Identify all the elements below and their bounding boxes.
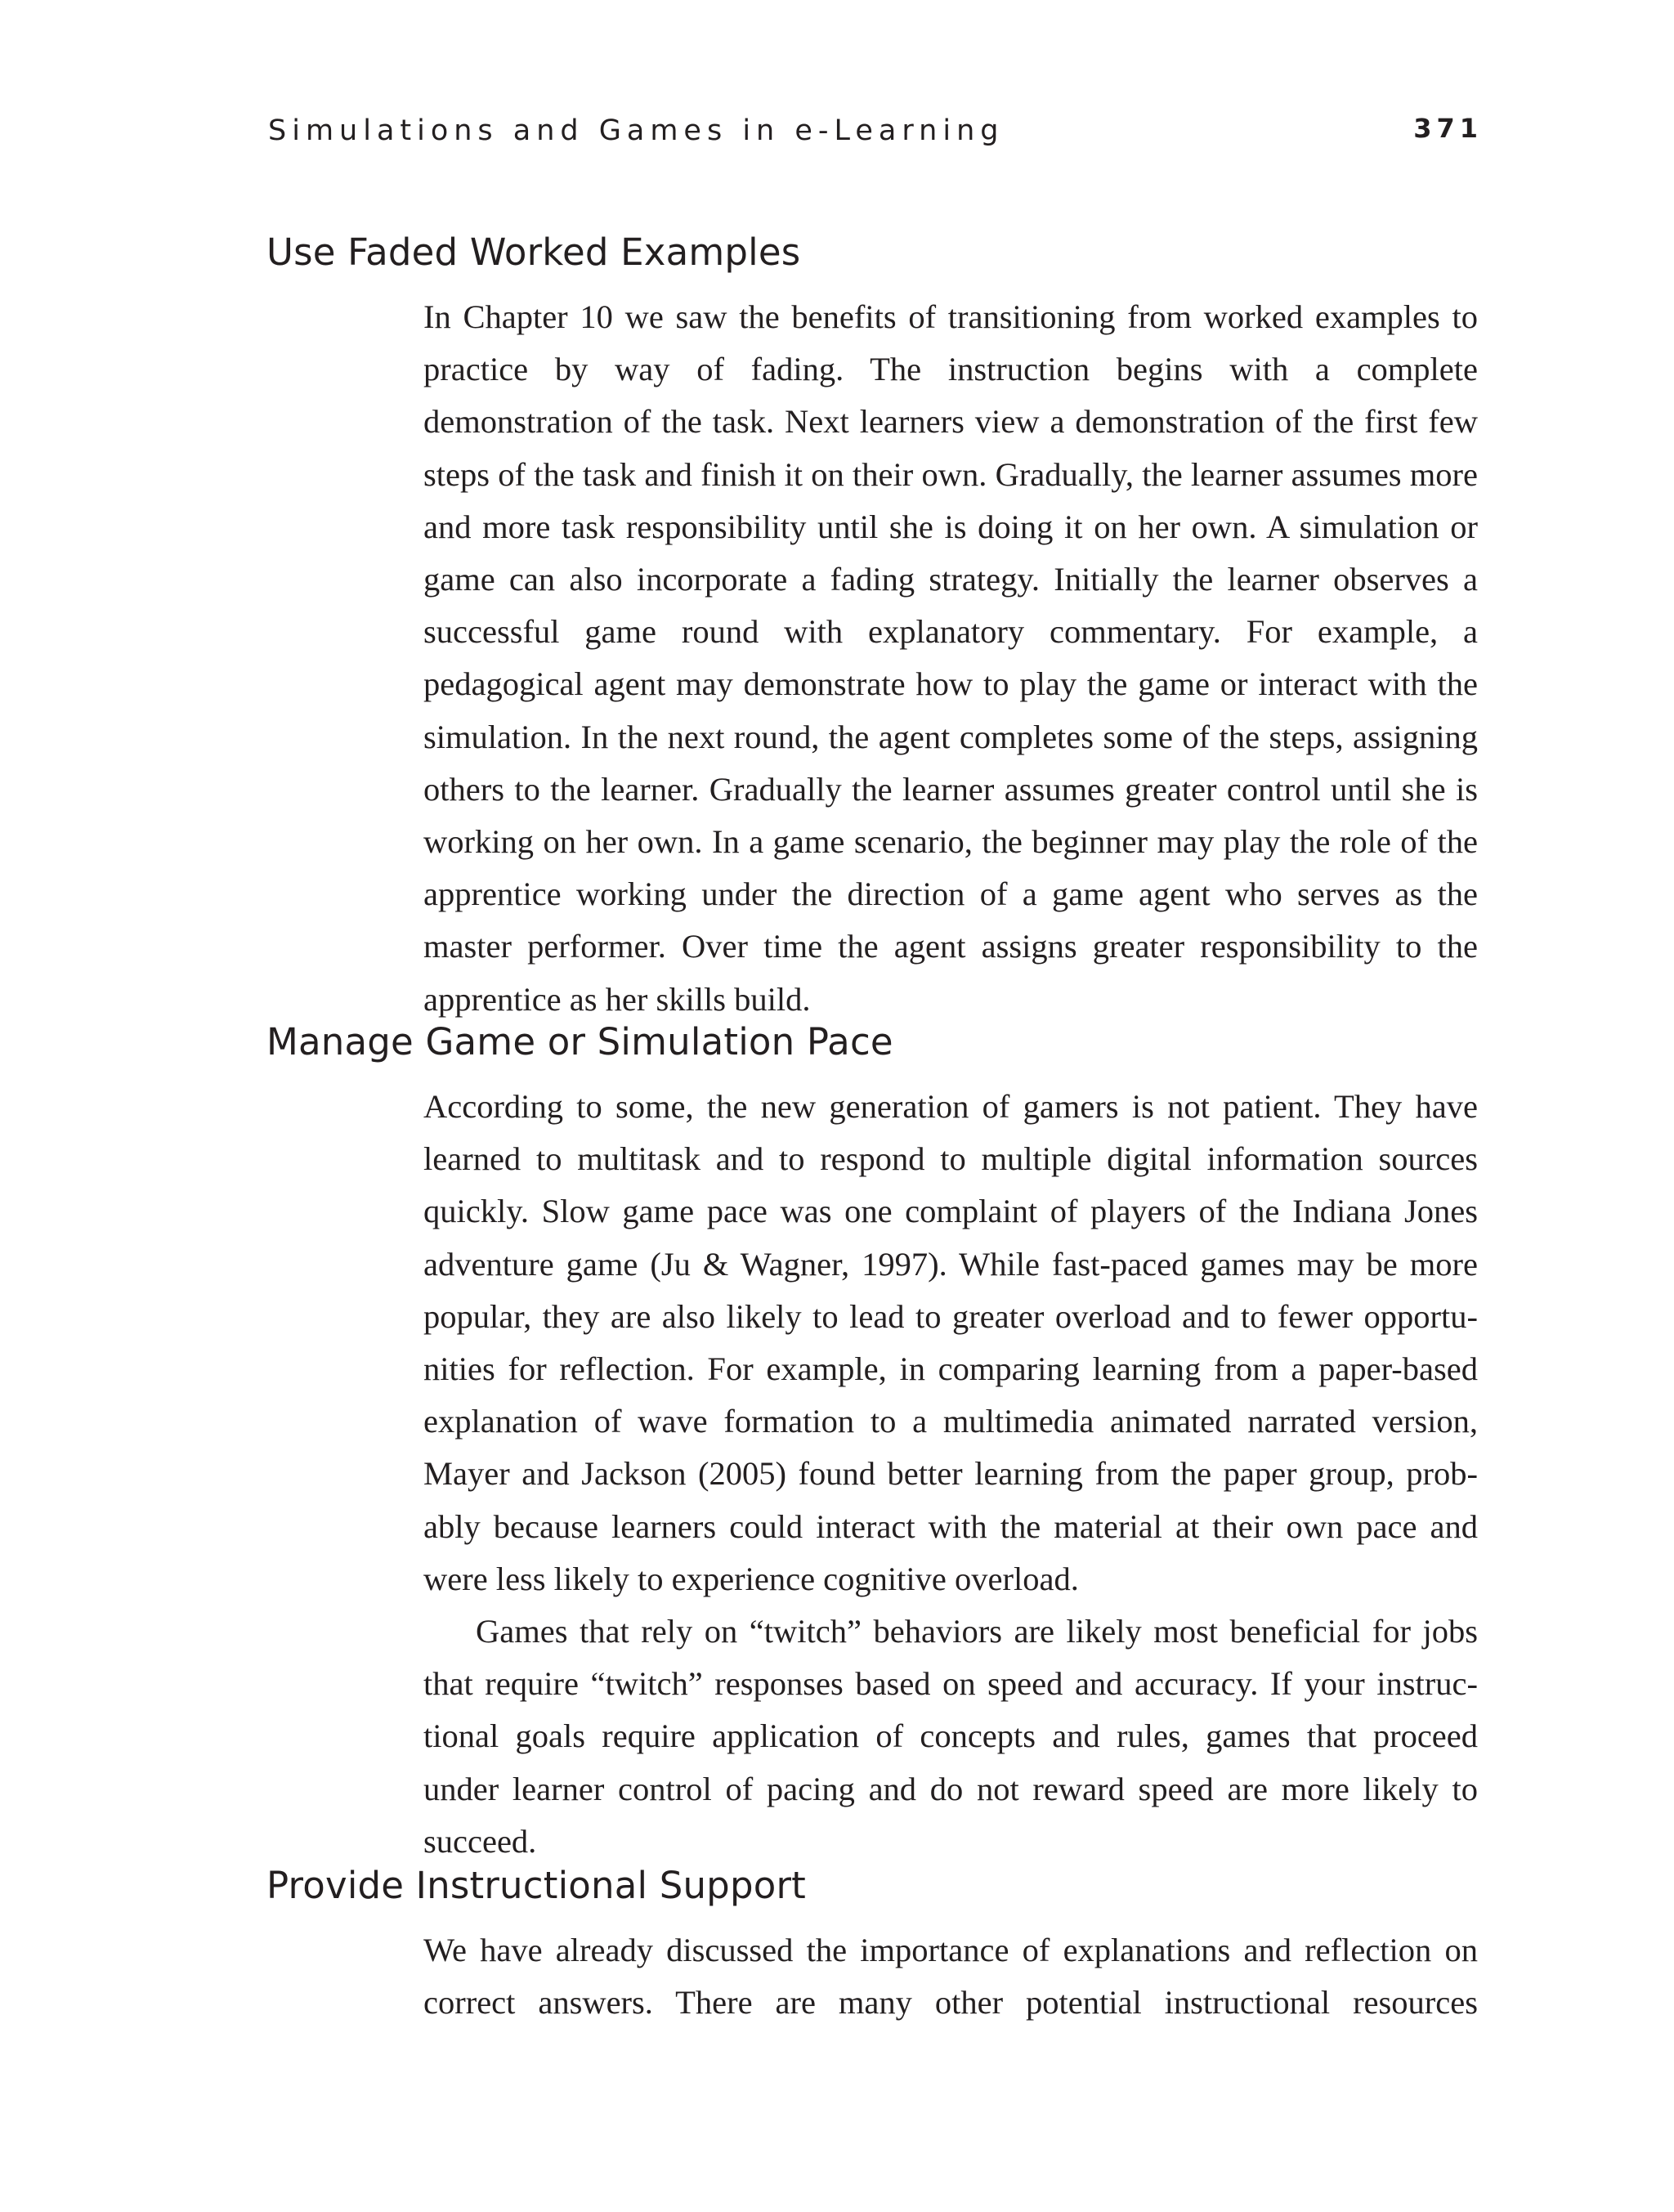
section-body — [423, 291, 1478, 1026]
body-paragraph: Games that rely on “twitch” behaviors are likely most beneficial for jobs that require “twitch” responses based on speed and accuracy. If your instructional goals require application of concepts and rules, games that proceed under learner control of pacing and do not reward speed are more likely to succeed. — [423, 1613, 1478, 1860]
section-body — [423, 1924, 1478, 2029]
body-paragraph: We have already discussed the importance of explanations and reflection on correct answers. There are many other potential instructional resources — [423, 1932, 1478, 2022]
body-paragraph: According to some, the new generation of gamers is not patient. They have learned to multitask and to respond to multiple digital information sources quickly. Slow game pace was one complaint of players of the Indiana Jones adventure game (Ju & Wagner, 1997). While fast-paced games may be more popular, they are also likely to lead to greater overload and to fewer opportunities for reflection. For example, in comparing learning from a paper-based explanation of wave formation to a multimedia animated narrated version, Mayer and Jackson (2005) found better learning from the paper group, probably because learners could interact with the material at their own pace and were less likely to experience cognitive overload. — [423, 1088, 1478, 1597]
section-heading: Use Faded Worked Examples — [266, 231, 801, 274]
section-heading: Manage Game or Simulation Pace — [266, 1020, 893, 1063]
running-title: Simulations and Games in e-Learning — [268, 114, 1005, 147]
page-number: 371 — [1413, 113, 1483, 144]
section-heading: Provide Instructional Support — [266, 1864, 806, 1907]
section-body — [423, 1081, 1478, 1868]
body-paragraph: In Chapter 10 we saw the benefits of transitioning from worked examples to practice by way of fading. The instruction begins with a complete demonstration of the task. Next learners view a demonstration of the first few steps of the task and finish it on their own. Gradually, the learner assumes more and more task responsibility until she is doing it on her own. A simulation or game can also incorporate a fading strategy. Initially the learner observes a successful game round with explanatory commentary. For example, a pedagogical agent may demonstrate how to play the game or interact with the simulation. In the next round, the agent completes some of the steps, assigning others to the learner. Gradually the learner assumes greater control until she is working on her own. In a game scenario, the beginner may play the role of the apprentice working under the direction of a game agent who serves as the master performer. Over time the agent assigns greater responsibility to the apprentice as her skills build. — [423, 298, 1478, 1018]
